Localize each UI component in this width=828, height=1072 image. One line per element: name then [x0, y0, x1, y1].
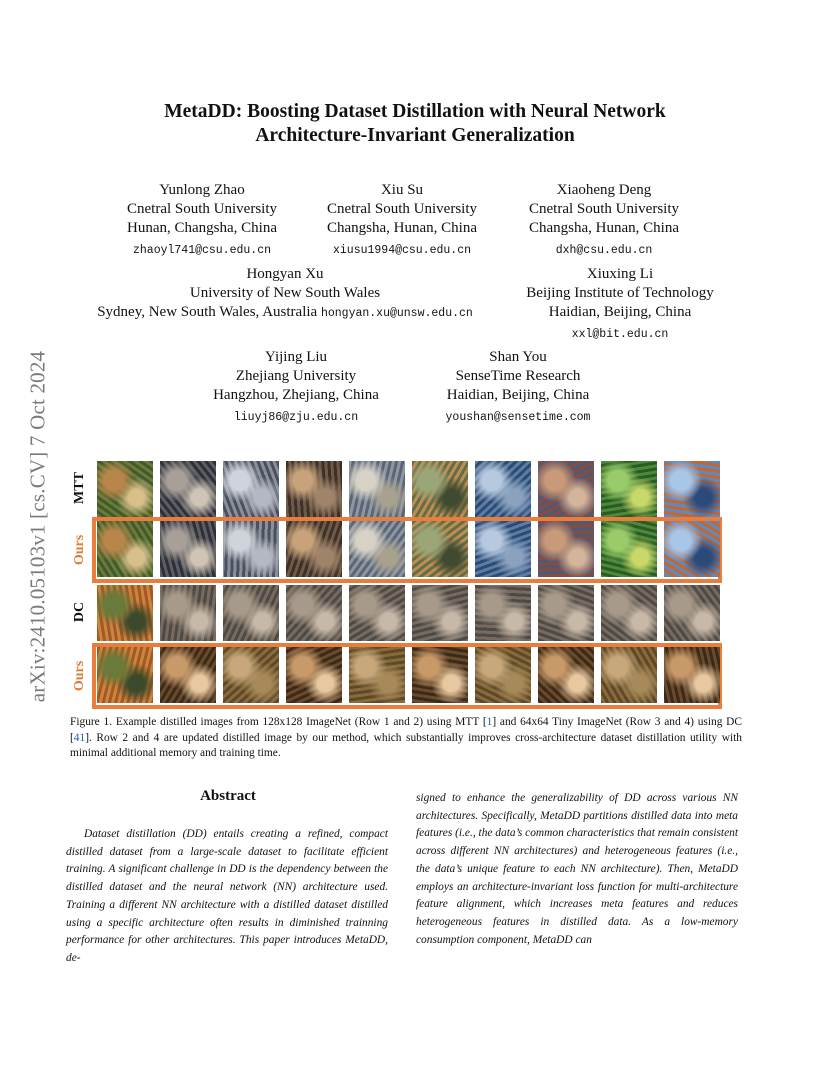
author-name: Yunlong Zhao	[159, 182, 245, 198]
author-block	[60, 265, 510, 323]
distilled-image-thumbnail	[286, 461, 342, 517]
distilled-image-thumbnail	[223, 585, 279, 641]
abstract-heading: Abstract	[200, 788, 256, 804]
citation-link[interactable]: 1	[486, 716, 493, 728]
distilled-image-thumbnail	[160, 647, 216, 703]
distilled-image-thumbnail	[286, 521, 342, 577]
distilled-image-thumbnail	[160, 521, 216, 577]
distilled-image-thumbnail	[349, 585, 405, 641]
abstract-left-column: Dataset distillation (DD) entails creating a refined, compact distilled dataset from a large-scale dataset to facilitate efficient training. A significant challenge in DD is the dependency between the distilled dataset and the neural network (NN) architecture used. Training a different NN architecture with a distilled dataset distilled using a specific architecture often results in diminished trainning performance for other architectures. This paper introduces MetaDD, de-	[66, 828, 388, 964]
distilled-image-thumbnail	[412, 461, 468, 517]
distilled-image-thumbnail	[349, 647, 405, 703]
author-location: Hangzhou, Zhejiang, China	[213, 387, 379, 403]
distilled-image-thumbnail	[97, 585, 153, 641]
author-location: Changsha, Hunan, China	[529, 220, 679, 236]
figure-caption	[70, 715, 742, 762]
distilled-image-thumbnail	[412, 521, 468, 577]
distilled-image-thumbnail	[538, 647, 594, 703]
distilled-image-thumbnail	[601, 521, 657, 577]
author-block	[504, 181, 704, 260]
row-label-ours-1: Ours	[72, 534, 87, 566]
row-label-dc: DC	[72, 601, 87, 623]
distilled-image-thumbnail	[601, 461, 657, 517]
author-email[interactable]: youshan@sensetime.com	[445, 411, 591, 424]
author-affiliation: Cnetral South University	[529, 201, 679, 217]
distilled-image-thumbnail	[349, 521, 405, 577]
distilled-image-thumbnail	[664, 647, 720, 703]
author-name: Hongyan Xu	[246, 266, 324, 282]
distilled-image-thumbnail	[601, 585, 657, 641]
distilled-image-thumbnail	[475, 521, 531, 577]
distilled-image-thumbnail	[286, 647, 342, 703]
author-location: Hunan, Changsha, China	[127, 220, 277, 236]
author-affiliation: Cnetral South University	[127, 201, 277, 217]
distilled-image-thumbnail	[664, 521, 720, 577]
distilled-image-thumbnail	[160, 461, 216, 517]
distilled-image-thumbnail	[412, 585, 468, 641]
row-label-mtt: MTT	[72, 472, 87, 504]
author-name: Xiuxing Li	[586, 266, 654, 282]
author-location: Sydney, New South Wales, Australia	[97, 304, 318, 320]
caption-text-2: ] and 64x64 Tiny ImageNet (Row 3 and 4) using DC [	[70, 716, 742, 744]
distilled-image-thumbnail	[538, 521, 594, 577]
distilled-image-thumbnail	[538, 585, 594, 641]
author-name: Xiaoheng Deng	[556, 182, 652, 198]
author-name: Xiu Su	[380, 182, 424, 198]
author-location: Haidian, Beijing, China	[548, 304, 692, 320]
author-block	[102, 181, 302, 260]
author-affiliation: Beijing Institute of Technology	[526, 285, 714, 301]
author-email[interactable]: dxh@csu.edu.cn	[555, 244, 653, 257]
author-email[interactable]: xxl@bit.edu.cn	[571, 328, 669, 341]
author-name: Yijing Liu	[264, 349, 328, 365]
distilled-image-thumbnail	[223, 461, 279, 517]
author-block	[302, 181, 502, 260]
distilled-image-thumbnail	[664, 461, 720, 517]
distilled-image-thumbnail	[475, 647, 531, 703]
distilled-image-thumbnail	[475, 585, 531, 641]
abstract-right-column: signed to enhance the generalizability of DD across various NN architectures. Specifically, MetaDD partitions distilled data into meta features (i.e., the data’s common characteristics that remain consistent across different NN architectures) and heterogeneous features (i.e., the data’s unique feature to each NN architecture). Then, MetaDD employs an architecture-invariant loss function for multi-architecture feature alignment, which increases meta features and reduces heterogeneous features in distilled data. As a low-memory consumption component, MetaDD can	[416, 792, 738, 946]
author-affiliation: University of New South Wales	[189, 285, 381, 301]
author-email[interactable]: hongyan.xu@unsw.edu.cn	[320, 307, 473, 320]
figure-distilled-images	[70, 458, 730, 708]
author-email[interactable]: liuyj86@zju.edu.cn	[233, 411, 359, 424]
distilled-image-thumbnail	[286, 585, 342, 641]
caption-text-3: ]. Row 2 and 4 are updated distilled image by our method, which substantially improves cross-architecture dataset distillation utility with minimal additional memory and training time.	[70, 731, 742, 759]
author-affiliation: Cnetral South University	[327, 201, 477, 217]
author-affiliation: Zhejiang University	[235, 368, 357, 384]
paper-title: MetaDD: Boosting Dataset Distillation with Neural Network Architecture-Invariant Generalization	[164, 101, 666, 146]
author-affiliation: SenseTime Research	[455, 368, 581, 384]
author-email[interactable]: xiusu1994@csu.edu.cn	[332, 244, 472, 257]
arxiv-identifier: arXiv:2410.05103v1 [cs.CV] 7 Oct 2024	[25, 350, 50, 703]
distilled-image-thumbnail	[160, 585, 216, 641]
distilled-image-thumbnail	[412, 647, 468, 703]
author-name: Shan You	[489, 349, 547, 365]
distilled-image-thumbnail	[349, 461, 405, 517]
citation-link[interactable]: 41	[73, 731, 86, 744]
distilled-image-thumbnail	[475, 461, 531, 517]
author-block	[418, 348, 618, 427]
caption-text-1: Figure 1. Example distilled images from 128x128 ImageNet (Row 1 and 2) using MTT [	[70, 716, 487, 728]
distilled-image-thumbnail	[223, 521, 279, 577]
distilled-image-thumbnail	[97, 647, 153, 703]
distilled-image-thumbnail	[97, 521, 153, 577]
author-location: Changsha, Hunan, China	[327, 220, 477, 236]
distilled-image-thumbnail	[538, 461, 594, 517]
row-label-ours-2: Ours	[72, 660, 87, 692]
author-block	[510, 265, 730, 344]
author-block	[196, 348, 396, 427]
author-location: Haidian, Beijing, China	[446, 387, 590, 403]
distilled-image-thumbnail	[97, 461, 153, 517]
distilled-image-thumbnail	[664, 585, 720, 641]
author-email[interactable]: zhaoyl741@csu.edu.cn	[132, 244, 272, 257]
distilled-image-thumbnail	[223, 647, 279, 703]
distilled-image-thumbnail	[601, 647, 657, 703]
